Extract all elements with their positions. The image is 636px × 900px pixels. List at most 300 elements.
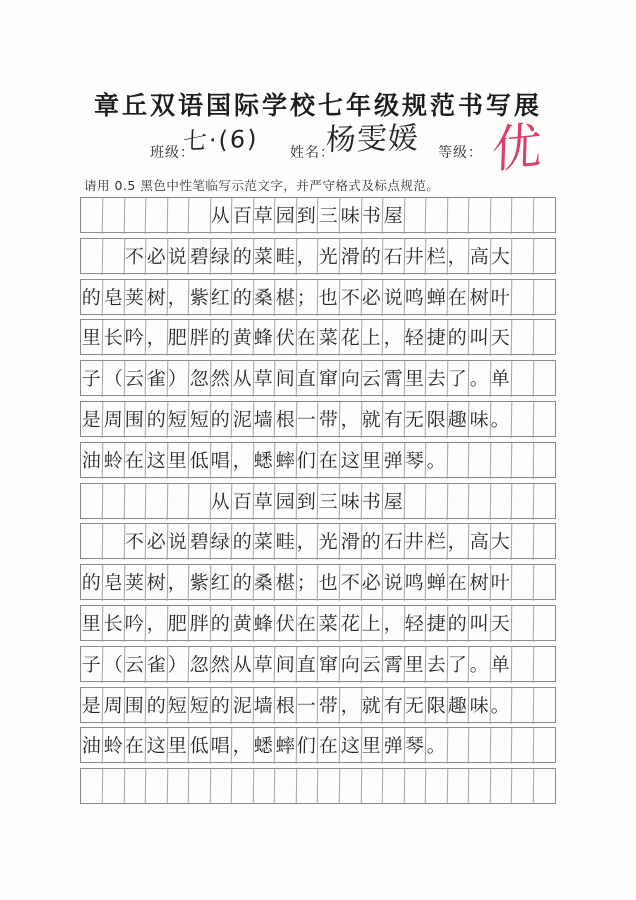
grid-cell: 到 [296, 484, 318, 520]
grid-cell: 周 [102, 688, 124, 724]
grid-cell: 皂 [102, 565, 124, 601]
grid-cell: 就 [361, 402, 383, 438]
grid-cell: 。 [468, 647, 490, 683]
grid-cell: 是 [81, 688, 103, 724]
grid-cell: 墙 [253, 402, 275, 438]
grid-cell: 云 [361, 361, 383, 397]
grid-cell: 椹 [275, 565, 297, 601]
grid-cell [167, 484, 189, 520]
grid-cell [512, 361, 534, 397]
grid-cell: 一 [296, 402, 318, 438]
grid-cell: 弹 [382, 728, 404, 764]
grid-cell: 轻 [404, 320, 426, 356]
grid-row [80, 238, 556, 274]
grid-cell: 根 [275, 402, 297, 438]
grid-cell: 红 [210, 280, 232, 316]
grid-cell: 短 [167, 402, 189, 438]
grid-row [80, 564, 556, 600]
grid-cell: 直 [296, 647, 318, 683]
grid-cell: 百 [231, 484, 253, 520]
grid-cell: 肥 [167, 320, 189, 356]
grid-cell: 雀 [145, 647, 167, 683]
grid-cell: 蟋 [253, 728, 275, 764]
grid-cell: 了 [447, 361, 469, 397]
grid-cell: 琴 [404, 443, 426, 479]
grid-cell: 菜 [318, 320, 340, 356]
grid-cell: 绿 [210, 239, 232, 275]
grid-cell: 周 [102, 402, 124, 438]
grid-cell [468, 198, 490, 234]
grid-cell: 。 [425, 728, 447, 764]
grid-cell [339, 769, 361, 803]
grid-cell: 长 [102, 606, 124, 642]
grid-cell: 树 [145, 280, 167, 316]
grid-cell: 在 [447, 565, 469, 601]
grid-cell: 书 [361, 484, 383, 520]
grid-cell [512, 647, 534, 683]
grid-cell [512, 524, 534, 560]
grid-cell: 草 [253, 484, 275, 520]
grid-cell: 树 [468, 565, 490, 601]
grid-cell: 天 [490, 320, 512, 356]
grid-row [80, 319, 556, 355]
grid-cell: 屋 [382, 198, 404, 234]
grid-cell [232, 769, 254, 803]
grid-cell: 叫 [468, 320, 490, 356]
grid-cell: 这 [145, 728, 167, 764]
grid-cell: 低 [188, 443, 210, 479]
grid-cell: 到 [296, 198, 318, 234]
grid-cell: ， [231, 728, 253, 764]
grid-cell: 间 [275, 361, 297, 397]
grid-cell: 草 [253, 647, 275, 683]
grid-cell: 的 [231, 280, 253, 316]
grid-cell: 说 [167, 524, 189, 560]
grid-cell: 然 [210, 361, 232, 397]
grid-row [80, 197, 556, 233]
grid-cell: 紫 [188, 565, 210, 601]
grid-cell: ， [447, 239, 469, 275]
grid-cell: 必 [361, 280, 383, 316]
grid-cell: 碧 [188, 524, 210, 560]
grid-cell: 也 [318, 280, 340, 316]
grid-cell: 皂 [102, 280, 124, 316]
grid-cell: 捷 [425, 320, 447, 356]
grid-cell: 栏 [425, 524, 447, 560]
grid-cell: 蝉 [425, 565, 447, 601]
grid-cell: 了 [447, 647, 469, 683]
grid-cell [81, 484, 103, 520]
grid-cell [382, 769, 404, 803]
grid-cell [533, 728, 555, 764]
grid-cell: 的 [447, 320, 469, 356]
grid-cell: 里 [404, 361, 426, 397]
grid-cell [81, 524, 103, 560]
grid-cell: 短 [188, 688, 210, 724]
grid-cell: 的 [145, 402, 167, 438]
grid-cell [447, 484, 469, 520]
grid-cell: 荚 [124, 565, 146, 601]
grid-cell: （ [102, 361, 124, 397]
grid-cell: 畦 [275, 524, 297, 560]
grid-cell: 胖 [188, 320, 210, 356]
grid-cell: 菜 [253, 524, 275, 560]
grid-cell [468, 484, 490, 520]
grid-cell [468, 728, 490, 764]
grid-cell: 伏 [275, 606, 297, 642]
grid-cell: 在 [318, 443, 340, 479]
grid-cell: ， [447, 524, 469, 560]
grid-cell: 唱 [210, 443, 232, 479]
grid-cell: 从 [210, 484, 232, 520]
grid-cell: ） [167, 647, 189, 683]
grid-cell: 光 [318, 524, 340, 560]
grid-cell: 里 [361, 443, 383, 479]
grid-cell [124, 198, 146, 234]
grid-row [80, 605, 556, 641]
grid-cell: 屋 [382, 484, 404, 520]
grid-cell: 间 [275, 647, 297, 683]
grid-cell: 在 [296, 320, 318, 356]
grid-cell: 。 [425, 443, 447, 479]
grid-cell [533, 198, 555, 234]
grid-cell: 长 [102, 320, 124, 356]
grid-cell [490, 443, 512, 479]
grid-cell: 泥 [231, 688, 253, 724]
grid-cell: 上 [361, 606, 383, 642]
grid-cell [188, 484, 210, 520]
grid-cell: 红 [210, 565, 232, 601]
grid-cell: ， [296, 524, 318, 560]
grid-cell: 吟 [124, 320, 146, 356]
grid-cell: 说 [382, 280, 404, 316]
grid-cell [425, 198, 447, 234]
grid-cell: 单 [490, 361, 512, 397]
grid-cell: 的 [81, 280, 103, 316]
grid-cell: 蜂 [253, 606, 275, 642]
grid-cell: 滑 [339, 524, 361, 560]
grid-cell: 云 [124, 361, 146, 397]
grid-cell: 们 [296, 728, 318, 764]
class-handwritten-value: 七·(6) [182, 124, 260, 156]
grid-cell: 高 [468, 239, 490, 275]
grid-cell: 蟋 [253, 443, 275, 479]
grid-cell [81, 239, 103, 275]
grid-cell: 鸣 [404, 565, 426, 601]
grid-cell: 直 [296, 361, 318, 397]
grid-row [80, 442, 556, 478]
grid-cell: 蛉 [102, 728, 124, 764]
grid-cell [533, 769, 555, 803]
grid-cell: ； [296, 565, 318, 601]
grid-cell [512, 688, 534, 724]
grid-cell: 琴 [404, 728, 426, 764]
grid-row [80, 523, 556, 559]
grid-cell: 油 [81, 443, 103, 479]
grid-cell: 然 [210, 647, 232, 683]
grid-cell: 畦 [275, 239, 297, 275]
grid-cell: 不 [124, 239, 146, 275]
grid-cell: 唱 [210, 728, 232, 764]
grid-cell [533, 565, 555, 601]
grid-cell: 里 [81, 606, 103, 642]
writing-grid [80, 197, 556, 809]
grid-cell [102, 769, 124, 803]
grid-cell: 围 [124, 688, 146, 724]
grid-cell: 蜂 [253, 320, 275, 356]
grid-cell [512, 769, 534, 803]
grid-cell: 从 [231, 361, 253, 397]
grid-cell [512, 728, 534, 764]
grid-cell [512, 198, 534, 234]
grid-cell: 叶 [490, 280, 512, 316]
grid-cell [102, 198, 124, 234]
grid-cell [361, 769, 383, 803]
grid-cell [296, 769, 318, 803]
grid-cell: ； [296, 280, 318, 316]
grid-cell: 胖 [188, 606, 210, 642]
grid-cell: 草 [253, 361, 275, 397]
grid-cell [533, 361, 555, 397]
grid-cell [145, 198, 167, 234]
grid-cell: ， [382, 606, 404, 642]
grid-cell: 光 [318, 239, 340, 275]
grid-cell: 蛉 [102, 443, 124, 479]
grid-cell [490, 728, 512, 764]
grid-cell [533, 484, 555, 520]
grid-cell: 菜 [318, 606, 340, 642]
grid-cell: 的 [81, 565, 103, 601]
grid-cell [81, 769, 103, 803]
grid-cell: 高 [468, 524, 490, 560]
grid-cell: 子 [81, 361, 103, 397]
grid-cell [447, 769, 469, 803]
grid-cell: 的 [210, 402, 232, 438]
grid-cell: 里 [81, 320, 103, 356]
grid-cell: 短 [167, 688, 189, 724]
grid-cell: 伏 [275, 320, 297, 356]
grid-cell [447, 728, 469, 764]
grid-cell: 有 [382, 688, 404, 724]
grid-cell: 是 [81, 402, 103, 438]
grid-cell: 的 [231, 524, 253, 560]
grid-cell: 花 [339, 320, 361, 356]
grid-cell: （ [102, 647, 124, 683]
grid-cell: 园 [275, 198, 297, 234]
grid-cell: 蟀 [275, 443, 297, 479]
grid-cell: 蟀 [275, 728, 297, 764]
grid-cell: 雀 [145, 361, 167, 397]
grid-cell [533, 688, 555, 724]
grid-cell [167, 198, 189, 234]
grid-cell: 单 [490, 647, 512, 683]
grid-cell: 带 [318, 402, 340, 438]
grid-cell [512, 402, 534, 438]
grid-cell: ， [145, 606, 167, 642]
grid-cell [81, 198, 103, 234]
grid-cell: 短 [188, 402, 210, 438]
grid-cell: 里 [404, 647, 426, 683]
grid-cell: 低 [188, 728, 210, 764]
name-handwritten-value: 杨雯媛 [325, 121, 420, 158]
grid-cell [210, 769, 232, 803]
grid-row [80, 483, 556, 519]
grid-cell: 味 [468, 402, 490, 438]
grid-cell [533, 320, 555, 356]
grid-cell [145, 769, 167, 803]
instruction-text: 请用 0.5 黑色中性笔临写示范文字，并严守格式及标点规范。 [84, 178, 440, 193]
grid-cell [533, 524, 555, 560]
grid-cell: 吟 [124, 606, 146, 642]
grid-cell: 树 [145, 565, 167, 601]
grid-cell: 限 [425, 402, 447, 438]
grid-cell: ， [167, 280, 189, 316]
grid-cell: 云 [124, 647, 146, 683]
grid-cell: 桑 [253, 565, 275, 601]
grid-cell: 霄 [382, 647, 404, 683]
grid-cell: 限 [425, 688, 447, 724]
grid-cell [102, 484, 124, 520]
grid-cell: 味 [468, 688, 490, 724]
grid-cell: 井 [404, 524, 426, 560]
grid-cell: 园 [275, 484, 297, 520]
grid-cell: 黄 [231, 606, 253, 642]
grid-cell: 忽 [188, 361, 210, 397]
grid-cell [533, 606, 555, 642]
grid-cell [425, 484, 447, 520]
grid-row [80, 768, 556, 804]
grid-cell: 栏 [425, 239, 447, 275]
grid-cell: 紫 [188, 280, 210, 316]
grid-cell: 这 [339, 728, 361, 764]
grid-cell [102, 239, 124, 275]
grid-cell [404, 769, 426, 803]
grid-cell: 轻 [404, 606, 426, 642]
grid-cell [533, 280, 555, 316]
grid-row [80, 646, 556, 682]
grid-cell [490, 484, 512, 520]
grid-cell: 云 [361, 647, 383, 683]
grid-cell: 向 [339, 361, 361, 397]
grid-cell: 鸣 [404, 280, 426, 316]
grid-cell: 弹 [382, 443, 404, 479]
grid-cell: 大 [490, 239, 512, 275]
grid-cell: 荚 [124, 280, 146, 316]
grid-cell: 说 [167, 239, 189, 275]
grid-cell [490, 198, 512, 234]
grid-cell [533, 239, 555, 275]
grid-cell: 石 [382, 239, 404, 275]
grid-cell: 捷 [425, 606, 447, 642]
grid-cell: 碧 [188, 239, 210, 275]
grid-cell: 书 [361, 198, 383, 234]
grid-cell: 在 [447, 280, 469, 316]
grid-cell: 不 [124, 524, 146, 560]
grid-cell: 有 [382, 402, 404, 438]
grid-cell: ） [167, 361, 189, 397]
grid-cell: 趣 [447, 688, 469, 724]
grid-cell: 泥 [231, 402, 253, 438]
grid-cell: 油 [81, 728, 103, 764]
grid-cell: 的 [210, 606, 232, 642]
grid-cell: 黄 [231, 320, 253, 356]
grid-cell [490, 769, 512, 803]
grid-cell: 。 [490, 688, 512, 724]
grid-cell: 的 [145, 688, 167, 724]
grid-cell [167, 769, 189, 803]
grid-cell: 去 [425, 647, 447, 683]
grid-cell: 就 [361, 688, 383, 724]
grid-cell [447, 198, 469, 234]
grid-cell: ， [339, 402, 361, 438]
grid-cell [512, 565, 534, 601]
grid-cell: 绿 [210, 524, 232, 560]
grid-cell: 的 [447, 606, 469, 642]
grid-cell: 在 [296, 606, 318, 642]
grid-cell: 趣 [447, 402, 469, 438]
grid-cell: 去 [425, 361, 447, 397]
grid-cell [425, 769, 447, 803]
grid-cell: 桑 [253, 280, 275, 316]
grid-cell: 石 [382, 524, 404, 560]
grid-cell: 菜 [253, 239, 275, 275]
grid-cell [447, 443, 469, 479]
grid-cell: 必 [361, 565, 383, 601]
grid-cell: 在 [124, 443, 146, 479]
grid-cell: 窜 [318, 361, 340, 397]
grid-cell [512, 484, 534, 520]
grid-cell [102, 524, 124, 560]
grid-cell [404, 484, 426, 520]
grid-cell [145, 484, 167, 520]
grid-cell [533, 443, 555, 479]
grid-cell: 不 [339, 280, 361, 316]
grade-handwritten-mark: 优 [490, 116, 543, 180]
grid-cell [533, 402, 555, 438]
grid-cell: ， [167, 565, 189, 601]
grid-cell: 向 [339, 647, 361, 683]
grid-cell: 蝉 [425, 280, 447, 316]
grid-cell: 里 [167, 443, 189, 479]
name-label: 姓名： [290, 145, 335, 161]
grid-cell [512, 443, 534, 479]
grid-row [80, 401, 556, 437]
grid-cell: 花 [339, 606, 361, 642]
grid-cell: 里 [167, 728, 189, 764]
grid-cell: 围 [124, 402, 146, 438]
grid-cell: 一 [296, 688, 318, 724]
grid-cell: 味 [339, 198, 361, 234]
grid-cell: 树 [468, 280, 490, 316]
grid-row [80, 727, 556, 763]
grid-cell: 百 [231, 198, 253, 234]
grid-cell: 的 [210, 320, 232, 356]
grid-cell: 必 [145, 239, 167, 275]
grid-cell [124, 769, 146, 803]
grid-cell: 。 [468, 361, 490, 397]
grid-cell: 井 [404, 239, 426, 275]
grid-cell: 说 [382, 565, 404, 601]
grid-cell: 不 [339, 565, 361, 601]
grid-cell: ， [296, 239, 318, 275]
grid-cell: 根 [275, 688, 297, 724]
grid-cell [512, 320, 534, 356]
grid-cell [512, 239, 534, 275]
grid-cell: 在 [318, 728, 340, 764]
grid-cell: 墙 [253, 688, 275, 724]
grid-cell: 的 [231, 239, 253, 275]
grid-cell: 的 [361, 239, 383, 275]
